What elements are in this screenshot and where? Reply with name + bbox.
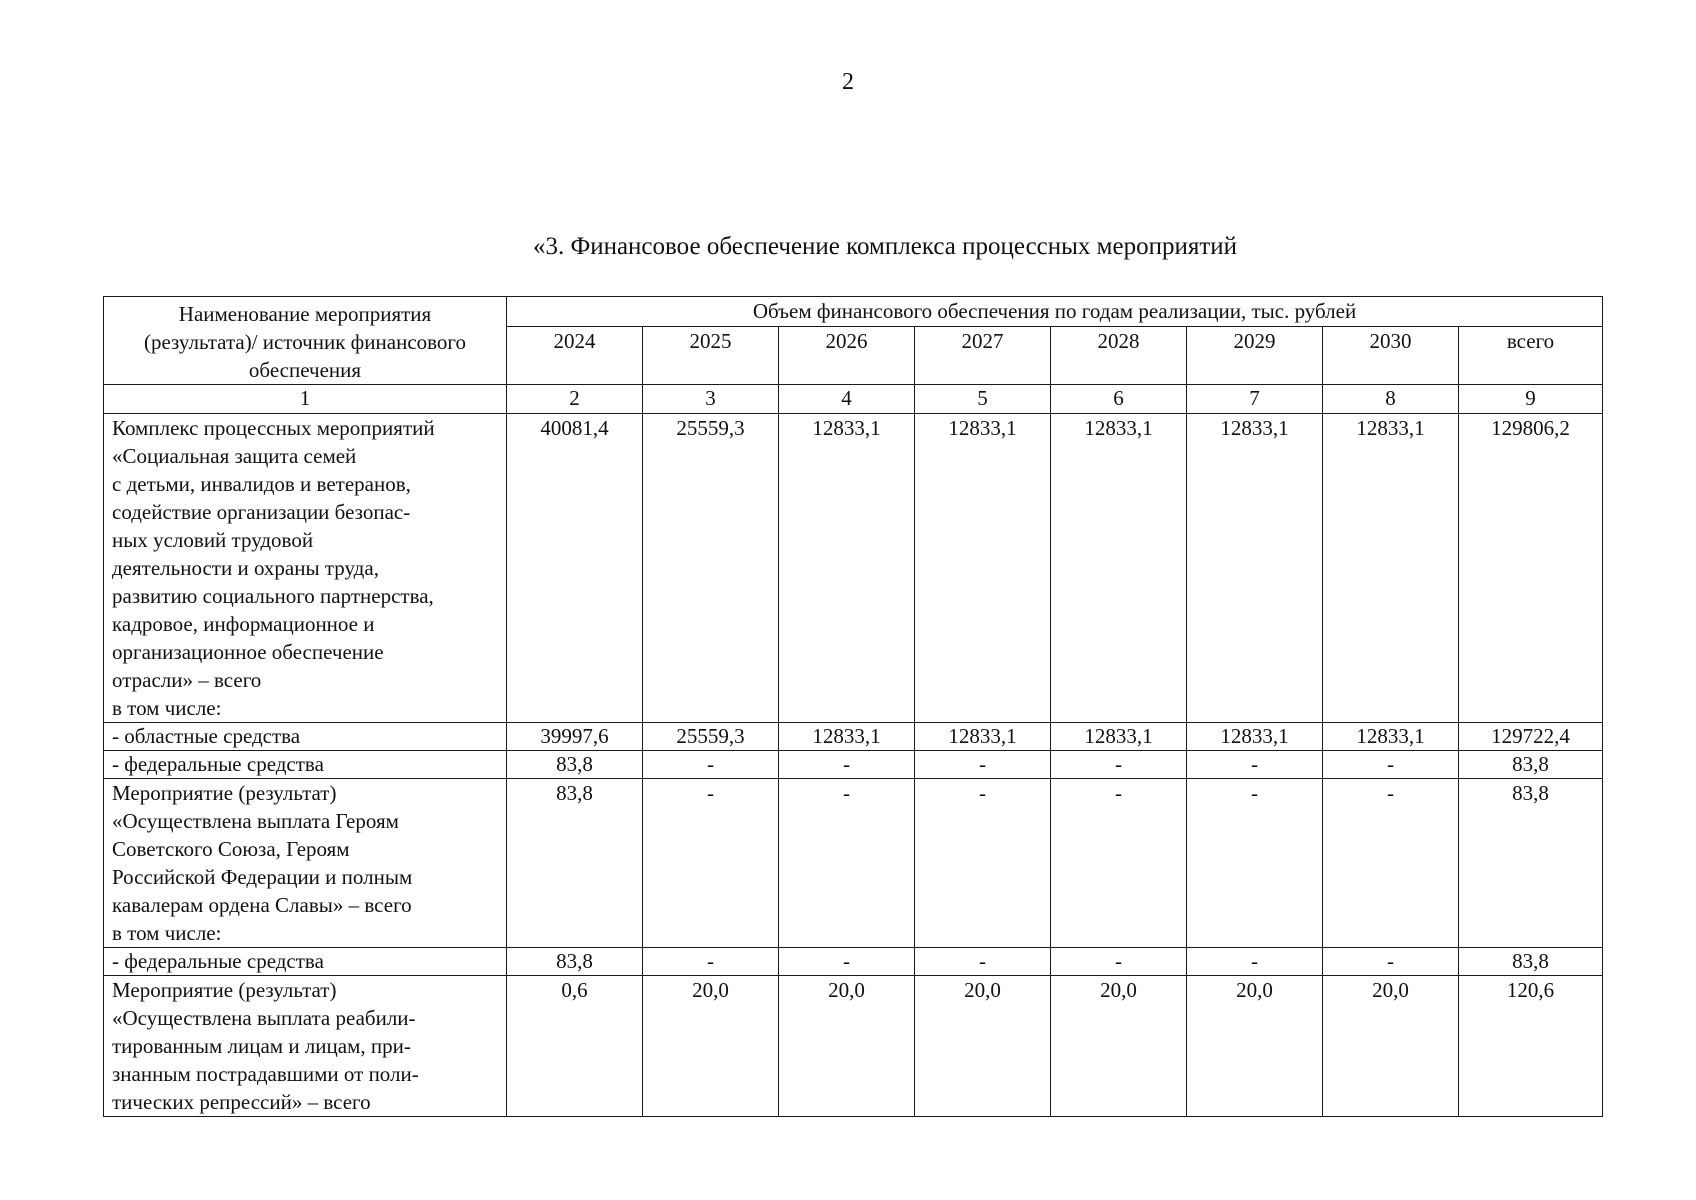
header-name-line: Наименование мероприятия <box>178 302 432 326</box>
financing-table <box>103 296 1603 1117</box>
table-row <box>104 723 1603 751</box>
row-name-line: Советского Союза, Героям <box>112 837 350 861</box>
table-row <box>104 976 1603 1117</box>
row-value-cell: 12833,1 <box>1323 414 1459 723</box>
row-name-line: - федеральные средства <box>112 752 324 776</box>
row-value-cell: - <box>915 751 1051 779</box>
row-value-cell: - <box>1051 779 1187 948</box>
column-number-cell: 3 <box>643 385 779 414</box>
row-value-cell: 12833,1 <box>779 414 915 723</box>
column-number-cell: 8 <box>1323 385 1459 414</box>
header-name-line: (результата)/ источник финансового <box>143 330 467 354</box>
row-name-line: Российской Федерации и полным <box>112 865 413 889</box>
row-total-cell: 129722,4 <box>1459 723 1603 751</box>
row-value-cell: 20,0 <box>643 976 779 1117</box>
row-value-cell: - <box>1187 779 1323 948</box>
row-name-line: Мероприятие (результат) <box>112 978 337 1002</box>
row-value-cell: - <box>1323 779 1459 948</box>
header-year-cell: 2024 <box>507 327 643 385</box>
row-value-cell: - <box>643 948 779 976</box>
header-year-cell: 2028 <box>1051 327 1187 385</box>
row-name-line: тических репрессий» – всего <box>112 1090 371 1114</box>
row-total-cell: 120,6 <box>1459 976 1603 1117</box>
row-value-cell: 12833,1 <box>779 723 915 751</box>
row-value-cell: - <box>779 948 915 976</box>
row-value-cell: 12833,1 <box>915 414 1051 723</box>
header-name-line: обеспечения <box>248 358 362 382</box>
row-value-cell: 12833,1 <box>1323 723 1459 751</box>
row-value-cell: 12833,1 <box>1051 723 1187 751</box>
row-name-line: развитию социального партнерства, <box>112 584 434 608</box>
row-name-line: кадровое, информационное и <box>112 612 375 636</box>
column-number-row <box>104 385 1603 414</box>
row-value-cell: 12833,1 <box>1187 723 1323 751</box>
row-value-cell: 25559,3 <box>643 414 779 723</box>
row-name-cell <box>104 751 507 779</box>
column-number-cell: 2 <box>507 385 643 414</box>
row-value-cell: - <box>1323 948 1459 976</box>
row-name-cell <box>104 948 507 976</box>
row-value-cell: 20,0 <box>1187 976 1323 1117</box>
table-row <box>104 414 1603 723</box>
row-total-cell: 83,8 <box>1459 751 1603 779</box>
row-name-cell <box>104 976 507 1117</box>
row-value-cell: 20,0 <box>915 976 1051 1117</box>
row-value-cell: 20,0 <box>1323 976 1459 1117</box>
table-row <box>104 779 1603 948</box>
row-name-line: - областные средства <box>112 724 301 748</box>
page-number: 2 <box>842 69 854 95</box>
row-value-cell: - <box>1051 948 1187 976</box>
row-name-cell <box>104 779 507 948</box>
row-value-cell: - <box>1323 751 1459 779</box>
row-name-line: - федеральные средства <box>112 949 324 973</box>
row-name-line: «Осуществлена выплата реабили- <box>112 1006 416 1030</box>
row-value-cell: 83,8 <box>507 948 643 976</box>
section-title: «3. Финансовое обеспечение комплекса процессных мероприятий <box>532 233 1238 260</box>
row-value-cell: - <box>779 779 915 948</box>
row-name-cell <box>104 723 507 751</box>
header-row-group <box>104 297 1603 327</box>
row-name-line: в том числе: <box>112 696 222 720</box>
row-value-cell: 12833,1 <box>915 723 1051 751</box>
row-name-line: деятельности и охраны труда, <box>112 556 379 580</box>
row-name-line: организационное обеспечение <box>112 640 384 664</box>
row-value-cell: - <box>1187 948 1323 976</box>
row-name-line: «Осуществлена выплата Героям <box>112 809 399 833</box>
table-row <box>104 751 1603 779</box>
row-value-cell: - <box>915 948 1051 976</box>
column-number-cell: 1 <box>104 385 507 414</box>
row-name-line: «Социальная защита семей <box>112 444 357 468</box>
header-year-cell: 2027 <box>915 327 1051 385</box>
row-value-cell: - <box>643 751 779 779</box>
table-row <box>104 948 1603 976</box>
row-name-line: с детьми, инвалидов и ветеранов, <box>112 472 411 496</box>
column-number-cell: 4 <box>779 385 915 414</box>
row-value-cell: 12833,1 <box>1187 414 1323 723</box>
header-year-cell: 2026 <box>779 327 915 385</box>
row-value-cell: - <box>1051 751 1187 779</box>
row-total-cell: 83,8 <box>1459 948 1603 976</box>
row-name-line: кавалерам ордена Славы» – всего <box>112 893 412 917</box>
row-total-cell: 129806,2 <box>1459 414 1603 723</box>
row-name-cell <box>104 414 507 723</box>
row-name-line: ных условий трудовой <box>112 528 314 552</box>
row-value-cell: - <box>643 779 779 948</box>
row-name-line: отрасли» – всего <box>112 668 262 692</box>
header-year-cell: 2029 <box>1187 327 1323 385</box>
row-value-cell: - <box>915 779 1051 948</box>
row-value-cell: 12833,1 <box>1051 414 1187 723</box>
row-value-cell: 83,8 <box>507 779 643 948</box>
row-value-cell: 20,0 <box>1051 976 1187 1117</box>
row-value-cell: 83,8 <box>507 751 643 779</box>
row-value-cell: 40081,4 <box>507 414 643 723</box>
header-total-cell: всего <box>1459 327 1603 385</box>
row-value-cell: 20,0 <box>779 976 915 1117</box>
row-name-line: тированным лицам и лицам, при- <box>112 1034 411 1058</box>
column-number-cell: 9 <box>1459 385 1603 414</box>
column-number-cell: 7 <box>1187 385 1323 414</box>
column-number-cell: 6 <box>1051 385 1187 414</box>
row-name-line: содействие организации безопас- <box>112 500 411 524</box>
row-value-cell: - <box>1187 751 1323 779</box>
row-name-line: Мероприятие (результат) <box>112 781 337 805</box>
row-name-line: Комплекс процессных мероприятий <box>112 416 435 440</box>
row-value-cell: - <box>779 751 915 779</box>
header-year-cell: 2025 <box>643 327 779 385</box>
row-value-cell: 39997,6 <box>507 723 643 751</box>
row-value-cell: 0,6 <box>507 976 643 1117</box>
row-total-cell: 83,8 <box>1459 779 1603 948</box>
header-year-cell: 2030 <box>1323 327 1459 385</box>
row-name-line: в том числе: <box>112 921 222 945</box>
row-name-line: знанным пострадавшими от поли- <box>112 1062 419 1086</box>
row-value-cell: 25559,3 <box>643 723 779 751</box>
header-group-cell: Объем финансового обеспечения по годам реализации, тыс. рублей <box>507 297 1603 327</box>
header-name-cell <box>104 297 507 385</box>
column-number-cell: 5 <box>915 385 1051 414</box>
